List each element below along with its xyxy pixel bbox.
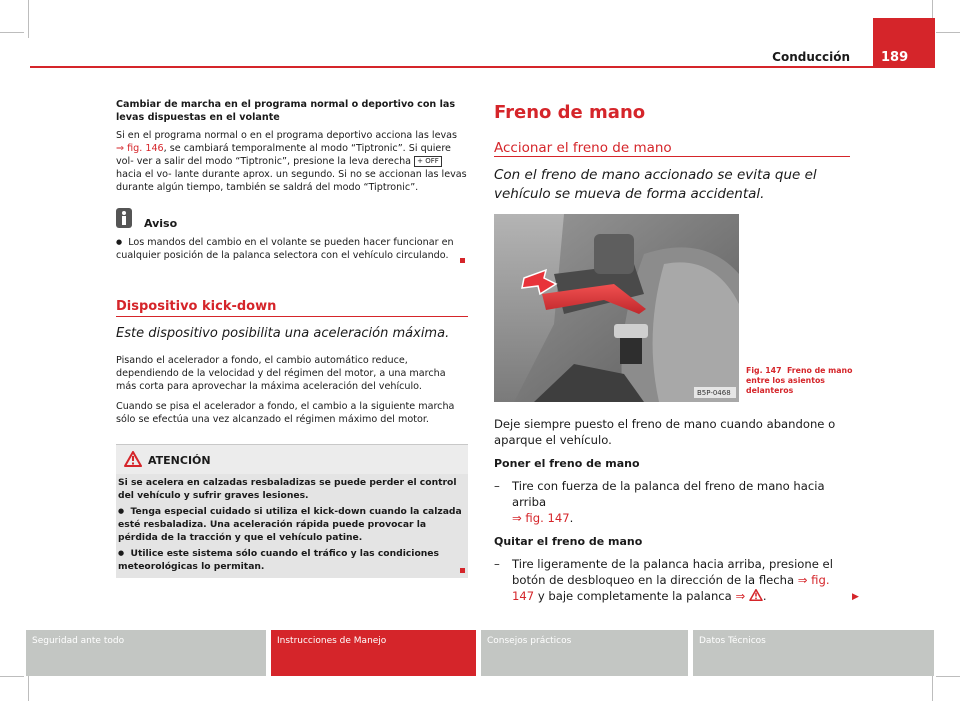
section-title: Conducción <box>772 50 850 64</box>
caption-text: Freno de mano entre los asientos delanteros <box>746 366 853 395</box>
crop-mark <box>932 676 933 701</box>
levas-text-b: , se cambiará temporalmente al modo “Tiptronic”. Si quiere vol- <box>116 143 451 167</box>
levas-paragraph <box>116 129 468 194</box>
warning-triangle-icon <box>124 451 142 467</box>
handbrake-photo <box>494 214 739 402</box>
off-key-symbol: + OFF <box>414 156 442 167</box>
poner-step <box>494 478 850 526</box>
levas-title: Cambiar de marcha en el programa normal o deportivo con las levas dispuestas en el volante <box>116 99 456 123</box>
fig-147-link[interactable]: ⇒ fig. 147 <box>512 511 570 525</box>
warning-item: ● Tenga especial cuidado si utiliza el kick-down cuando la calzada esté resbaladiza. Una aceleración rápida puede provocar la pérdida de la tracción y que el vehículo patine. <box>118 506 462 543</box>
freno-intro: Con el freno de mano accionado se evita que el vehículo se mueva de forma accidental. <box>494 167 817 202</box>
quitar-step <box>494 556 850 604</box>
aviso-item <box>116 236 468 262</box>
warning-item: ● Utilice este sistema sólo cuando el tráfico y las condiciones meteorológicas lo permitan. <box>118 548 439 572</box>
freno-subtitle: Accionar el freno de mano <box>494 140 672 156</box>
footer-tab-instrucciones[interactable]: Instrucciones de Manejo <box>271 630 476 676</box>
fig-147-link[interactable]: ⇒ fig. 147 <box>512 573 830 603</box>
warning-text1: Si se acelera en calzadas resbaladizas se puede perder el control del vehículo y sufrir graves lesiones. <box>118 477 457 501</box>
warning-triangle-icon[interactable] <box>749 589 763 601</box>
freno-p1: Deje siempre puesto el freno de mano cuando abandone o aparque el vehículo. <box>494 417 836 447</box>
crop-mark <box>28 0 29 38</box>
warning-title: ATENCIÓN <box>148 454 211 467</box>
kickdown-rule <box>116 316 468 317</box>
poner-step-text: Tire con fuerza de la palanca del freno de mano hacia arriba ⇒ fig. 147. <box>512 479 825 525</box>
dash: – <box>494 557 500 571</box>
levas-text-a: Si en el programa normal o en el programa deportivo acciona las levas <box>116 130 458 141</box>
kickdown-intro: Este dispositivo posibilita una aceleración máxima. <box>116 326 450 341</box>
freno-title: Freno de mano <box>494 102 646 123</box>
quitar-title: Quitar el freno de mano <box>494 535 643 548</box>
footer-tab-seguridad[interactable]: Seguridad ante todo <box>26 630 266 676</box>
arrow: ⇒ <box>735 589 746 603</box>
kickdown-body <box>116 354 468 426</box>
footer-tab-consejos[interactable]: Consejos prácticos <box>481 630 688 676</box>
levas-text-c: ver a salir del modo “Tiptronic”, presione la leva derecha <box>136 156 412 167</box>
image-code: B5P-0468 <box>697 389 731 397</box>
warning-text2: Tenga especial cuidado si utiliza el kick-down cuando la calzada esté resbaladiza. Una aceleración rápida puede provocar la pérdida de la tracción y que el vehículo patine. <box>118 506 462 543</box>
aviso-title: Aviso <box>144 217 178 230</box>
fig-146-link[interactable]: ⇒ fig. 146 <box>116 143 164 154</box>
crop-mark <box>0 32 24 33</box>
crop-mark <box>0 676 24 677</box>
freno-rule <box>494 156 850 157</box>
aviso-text: Los mandos del cambio en el volante se pueden hacer funcionar en cualquier posición de la palanca selectora con el vehículo circulando. <box>116 237 454 261</box>
levas-text-e: lante durante aprox. un segundo. Si no se accionan las levas durante algún tiempo, también se saldrá del modo “Tiptronic”. <box>116 169 467 193</box>
continue-arrow-icon: ▶ <box>852 592 859 602</box>
crop-mark <box>28 676 29 701</box>
block-levas <box>116 98 468 194</box>
kickdown-title: Dispositivo kick-down <box>116 299 277 314</box>
warning-text3: Utilice este sistema sólo cuando el tráfico y las condiciones meteorológicas lo permitan. <box>118 548 439 572</box>
crop-mark <box>936 676 960 677</box>
warning-content <box>118 476 464 573</box>
page-number: 189 <box>873 18 935 68</box>
caption-fig: Fig. 147 <box>746 366 782 375</box>
end-marker <box>460 258 465 263</box>
levas-text-d: hacia el vo- <box>116 169 172 180</box>
crop-mark <box>936 32 960 33</box>
note-icon <box>116 208 132 228</box>
figure-caption <box>746 366 856 396</box>
bullet: ● <box>116 238 123 246</box>
freno-body <box>494 416 850 604</box>
poner-title: Poner el freno de mano <box>494 457 640 470</box>
header-rule <box>30 66 935 68</box>
end-marker <box>460 568 465 573</box>
quitar-step-text: Tire ligeramente de la palanca hacia arriba, presione el botón de desbloqueo en la dirección de la flecha ⇒ fig. 147 y baje completamente la palanca ⇒ . <box>512 557 833 603</box>
dash: – <box>494 479 500 493</box>
footer-tab-datos[interactable]: Datos Técnicos <box>693 630 934 676</box>
kickdown-p1: Pisando el acelerador a fondo, el cambio automático reduce, dependiendo de la velocidad y del régimen del motor, a una marcha más corta para aprovechar la máxima aceleración del vehículo. <box>116 355 446 392</box>
kickdown-p2: Cuando se pisa el acelerador a fondo, el cambio a la siguiente marcha sólo se efectúa una vez alcanzado el régimen máximo del motor. <box>116 401 455 425</box>
